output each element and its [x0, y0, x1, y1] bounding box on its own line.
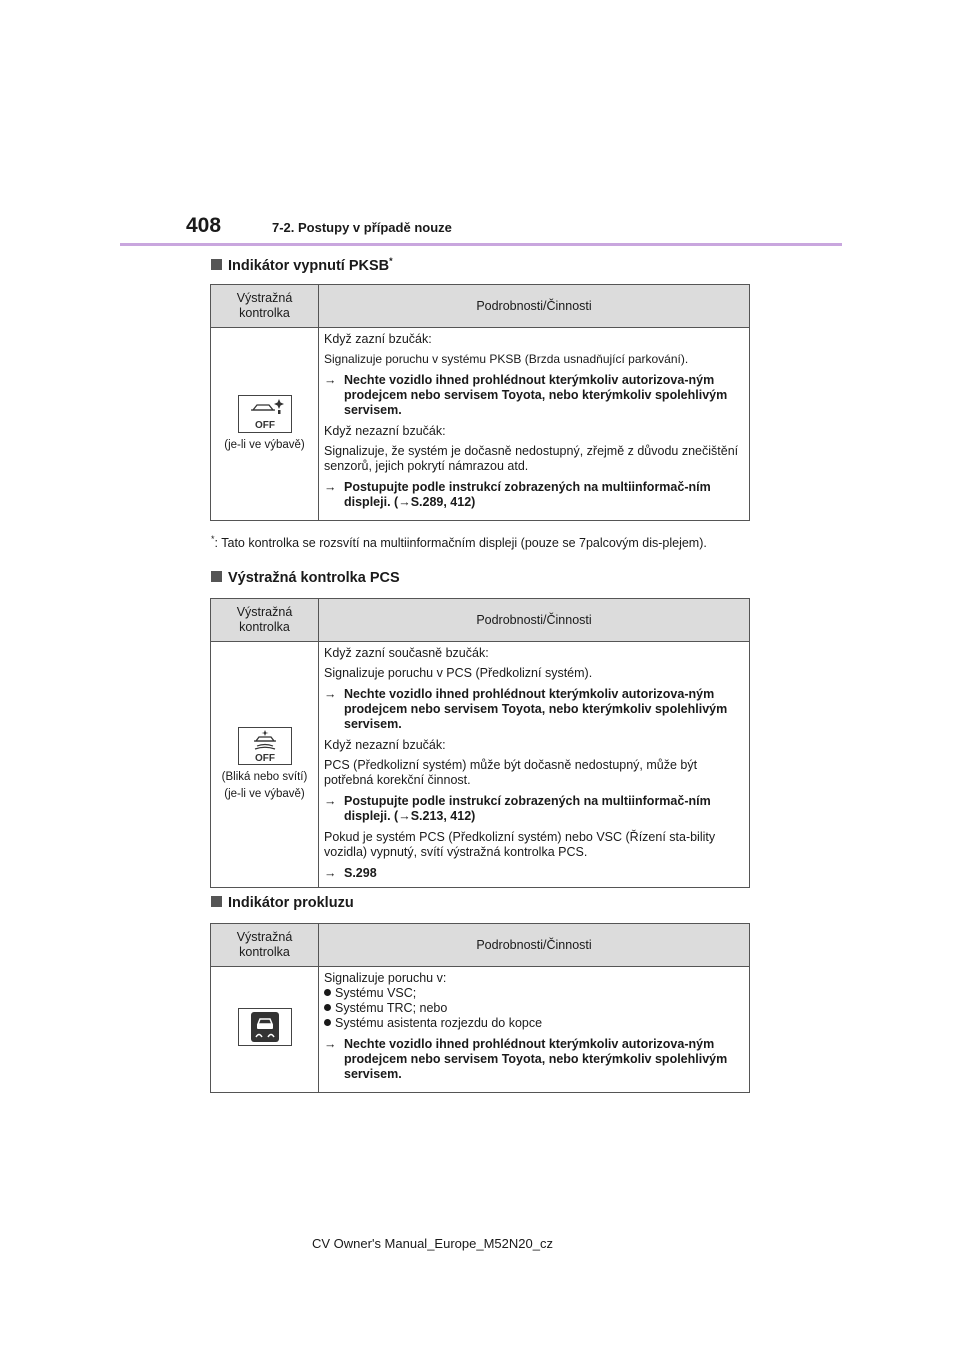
arrow-icon: → [324, 687, 337, 701]
footnote: *: Tato kontrolka se rozsvítí na multiinformačním displeji (pouze se 7palcovým dis-plejem). [211, 534, 707, 551]
pksb-table [210, 284, 750, 521]
list-item: Systému TRC; nebo [324, 1001, 744, 1016]
col-header-warning-light: Výstražná kontrolka [211, 599, 319, 642]
page-number: 408 [186, 214, 222, 237]
slip-details-cell [319, 967, 750, 1093]
pcs-details-cell [319, 642, 750, 888]
condition-text: Když zazní bzučák: [324, 332, 432, 346]
svg-text:OFF: OFF [254, 753, 275, 764]
action-text: → Nechte vozidlo ihned prohlédnout kterýmkoliv autorizova-ným prodejcem nebo servisem Toyota, nebo kterýmkoliv spolehlivým servisem. [324, 687, 728, 731]
arrow-icon: → [398, 809, 411, 823]
col-header-warning-light: Výstražná kontrolka [211, 285, 319, 328]
condition-text: Když nezazní bzučák: [324, 424, 446, 438]
signal-text: Signalizuje, že systém je dočasně nedostupný, zřejmě z důvodu znečištění senzorů, jejich pokrytí námrazou atd. [324, 444, 739, 473]
pcs-table [210, 598, 750, 888]
list-item: Systému asistenta rozjezdu do kopce [324, 1016, 744, 1031]
slip-heading: Indikátor prokluzu [211, 895, 354, 911]
section-title: 7-2. Postupy v případě nouze [272, 220, 452, 235]
pcs-icon-cell [211, 642, 319, 888]
slip-table [210, 923, 750, 1093]
action-text: → S.298 [324, 866, 377, 880]
pksb-details-cell [319, 328, 750, 521]
arrow-icon: → [324, 794, 337, 808]
square-bullet-icon [211, 571, 222, 582]
svg-text:OFF: OFF [254, 420, 275, 431]
square-bullet-icon [211, 259, 222, 270]
list-item: Systému VSC; [324, 986, 744, 1001]
arrow-icon: → [324, 866, 337, 880]
bullet-icon [324, 1019, 331, 1026]
header-rule [120, 243, 842, 246]
signal-text: Pokud je systém PCS (Předkolizní systém) nebo VSC (Řízení sta-bility vozidla) vypnutý, svítí výstražná kontrolka PCS. [324, 830, 716, 859]
col-header-warning-light: Výstražná kontrolka [211, 924, 319, 967]
col-header-details: Podrobnosti/Činnosti [319, 924, 750, 967]
icon-caption: (je-li ve výbavě) [224, 439, 305, 451]
icon-caption: (Bliká nebo svítí) [221, 771, 308, 783]
action-text: → Nechte vozidlo ihned prohlédnout kterýmkoliv autorizova-ným prodejcem nebo servisem Toyota, nebo kterýmkoliv spolehlivým servisem. [324, 373, 728, 417]
condition-text: Když nezazní bzučák: [324, 738, 446, 752]
arrow-icon: → [324, 373, 337, 387]
action-text: → Postupujte podle instrukcí zobrazených na multiinformač-ním displeji. (→S.289, 412) [324, 480, 711, 509]
arrow-icon: → [324, 480, 337, 494]
action-text: → Postupujte podle instrukcí zobrazených na multiinformač-ním displeji. (→S.213, 412) [324, 794, 711, 823]
signal-text: PCS (Předkolizní systém) může být dočasně nedostupný, může být potřebná korekční činnost. [324, 758, 698, 787]
action-text: → Nechte vozidlo ihned prohlédnout kterýmkoliv autorizova-ným prodejcem nebo servisem Toyota, nebo kterýmkoliv spolehlivým servisem. [324, 1037, 728, 1081]
condition-text: Když zazní současně bzučák: [324, 646, 489, 660]
icon-caption: (je-li ve výbavě) [224, 788, 305, 800]
slip-indicator-icon [238, 1008, 292, 1046]
slip-icon-cell [211, 967, 319, 1093]
bullet-icon [324, 1004, 331, 1011]
pcs-warning-icon [238, 727, 292, 765]
arrow-icon: → [398, 495, 411, 509]
signal-text: Signalizuje poruchu v: [324, 971, 447, 985]
bullet-icon [324, 989, 331, 996]
pksb-icon-cell [211, 328, 319, 521]
square-bullet-icon [211, 896, 222, 907]
pksb-heading: Indikátor vypnutí PKSB* [211, 256, 393, 274]
arrow-icon: → [324, 1037, 337, 1051]
footer-text: CV Owner's Manual_Europe_M52N20_cz [312, 1236, 553, 1251]
col-header-details: Podrobnosti/Činnosti [319, 285, 750, 328]
signal-text: Signalizuje poruchu v PCS (Předkolizní systém). [324, 666, 593, 680]
pcs-heading: Výstražná kontrolka PCS [211, 570, 400, 586]
col-header-details: Podrobnosti/Činnosti [319, 599, 750, 642]
signal-text: Signalizuje poruchu v systému PKSB (Brzda usnadňující parkování). [324, 352, 689, 366]
pksb-off-icon [238, 395, 292, 433]
